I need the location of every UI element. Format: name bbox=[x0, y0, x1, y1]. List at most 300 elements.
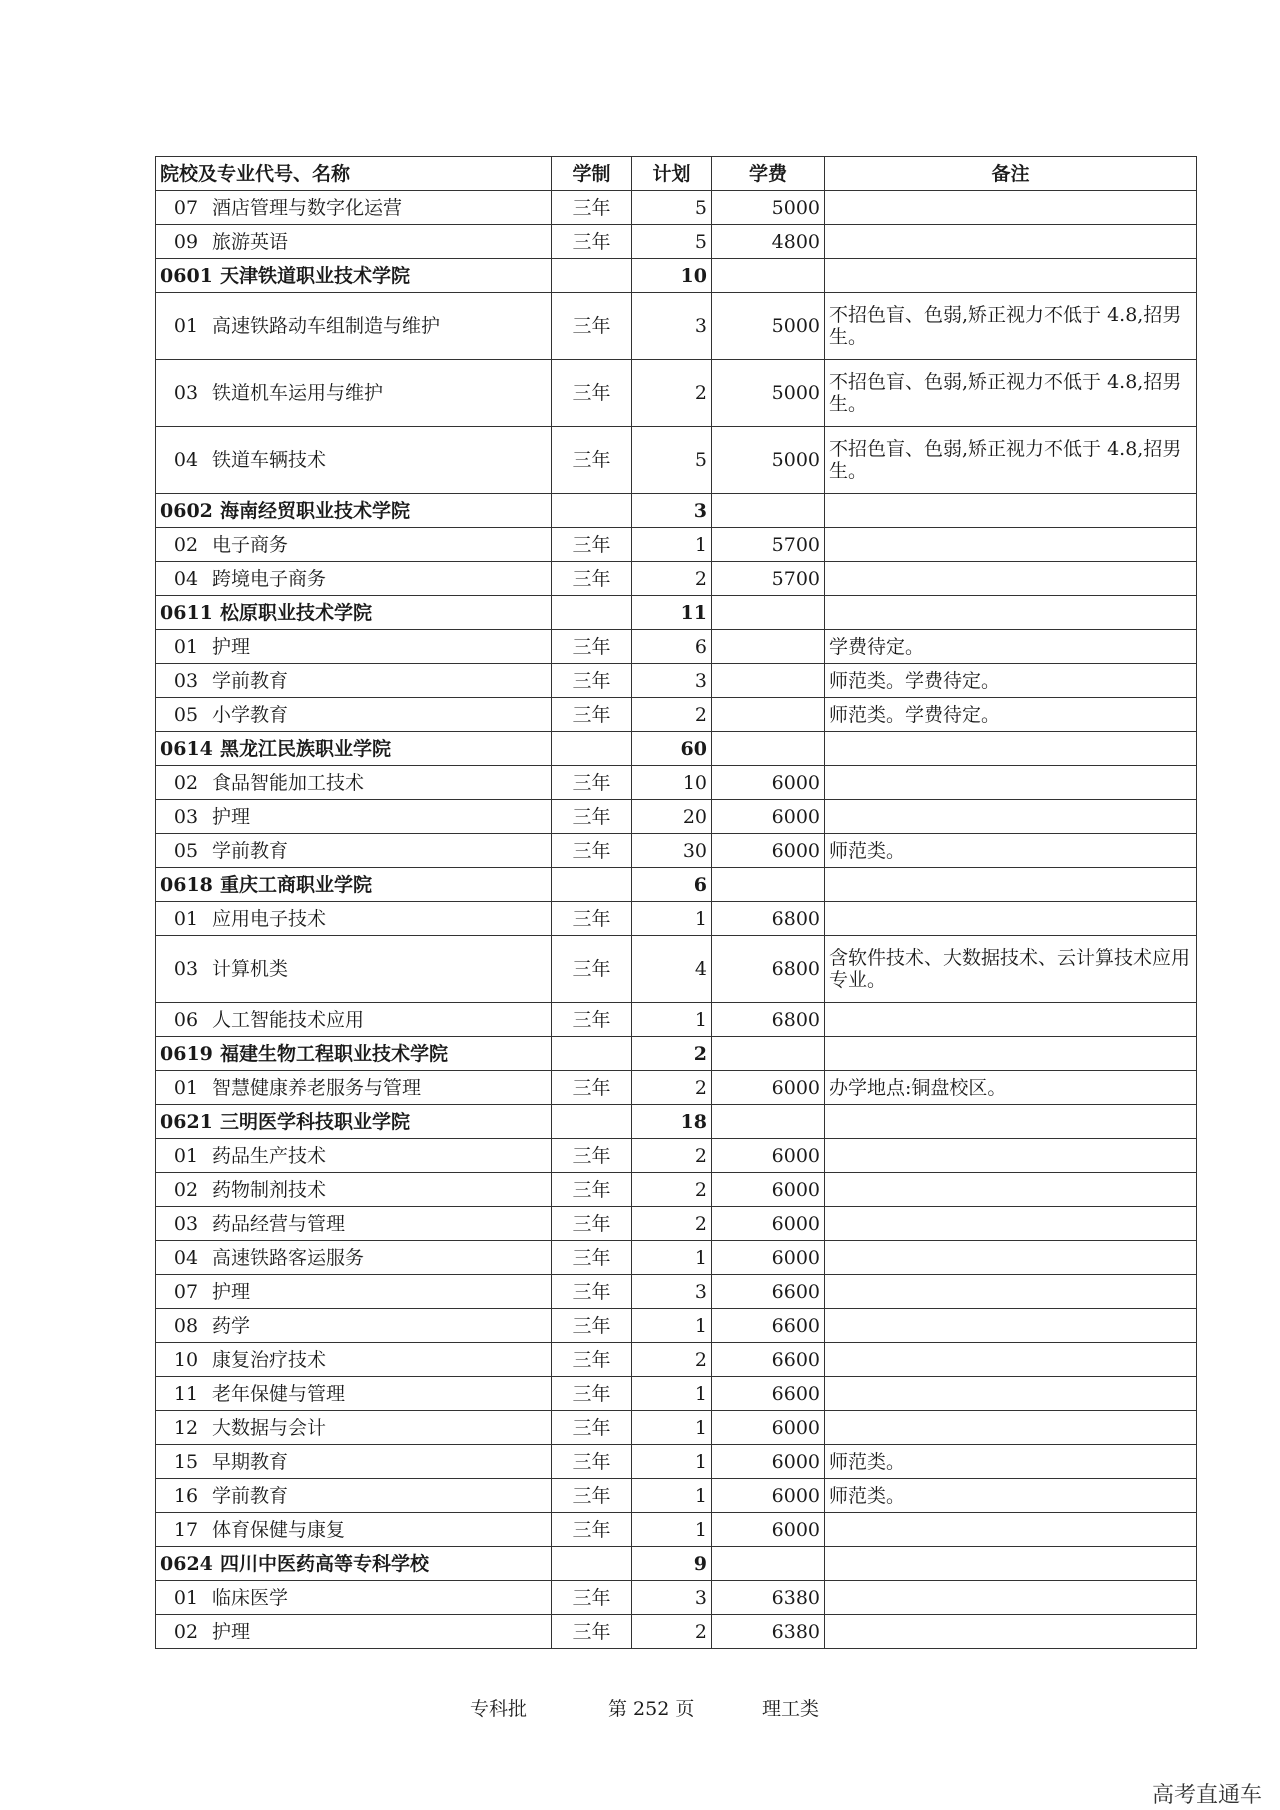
school-plan-total: 10 bbox=[632, 259, 712, 293]
major-name: 护理 bbox=[212, 1280, 251, 1303]
school-cell bbox=[156, 732, 552, 766]
major-plan: 2 bbox=[632, 1207, 712, 1241]
major-cell bbox=[156, 1513, 552, 1547]
major-fee: 6000 bbox=[712, 1139, 825, 1173]
major-length: 三年 bbox=[552, 1411, 632, 1445]
major-name: 药品生产技术 bbox=[212, 1144, 327, 1167]
school-name: 天津铁道职业技术学院 bbox=[220, 264, 411, 287]
major-plan: 1 bbox=[632, 1003, 712, 1037]
major-fee: 6380 bbox=[712, 1581, 825, 1615]
major-code: 03 bbox=[173, 1212, 199, 1235]
major-note: 不招色盲、色弱,矫正视力不低于 4.8,招男生。 bbox=[825, 293, 1197, 360]
major-length: 三年 bbox=[552, 1513, 632, 1547]
major-length: 三年 bbox=[552, 1445, 632, 1479]
major-length: 三年 bbox=[552, 1343, 632, 1377]
major-cell bbox=[156, 1343, 552, 1377]
major-plan: 2 bbox=[632, 1139, 712, 1173]
header-note: 备注 bbox=[825, 157, 1197, 191]
major-name: 应用电子技术 bbox=[212, 907, 327, 930]
major-code: 15 bbox=[173, 1450, 199, 1473]
school-fee-cell bbox=[712, 259, 825, 293]
major-name: 学前教育 bbox=[212, 1484, 289, 1507]
major-name: 临床医学 bbox=[212, 1586, 289, 1609]
major-row bbox=[156, 225, 1197, 259]
major-plan: 4 bbox=[632, 936, 712, 1003]
major-cell bbox=[156, 528, 552, 562]
major-note: 师范类。学费待定。 bbox=[825, 664, 1197, 698]
major-row bbox=[156, 902, 1197, 936]
major-name: 跨境电子商务 bbox=[212, 567, 327, 590]
major-note bbox=[825, 528, 1197, 562]
major-name: 计算机类 bbox=[212, 958, 289, 980]
major-note bbox=[825, 1513, 1197, 1547]
major-code: 01 bbox=[173, 1586, 199, 1609]
school-cell bbox=[156, 259, 552, 293]
major-fee: 5000 bbox=[712, 427, 825, 494]
school-name: 海南经贸职业技术学院 bbox=[220, 499, 411, 522]
major-plan: 20 bbox=[632, 800, 712, 834]
major-note bbox=[825, 1173, 1197, 1207]
major-fee: 5700 bbox=[712, 562, 825, 596]
major-length: 三年 bbox=[552, 1241, 632, 1275]
major-note: 师范类。 bbox=[825, 834, 1197, 868]
major-row bbox=[156, 293, 1197, 360]
major-code: 04 bbox=[173, 449, 199, 471]
major-fee: 6600 bbox=[712, 1309, 825, 1343]
major-plan: 2 bbox=[632, 698, 712, 732]
major-code: 16 bbox=[173, 1484, 199, 1507]
major-plan: 1 bbox=[632, 1445, 712, 1479]
major-row bbox=[156, 936, 1197, 1003]
major-length: 三年 bbox=[552, 1309, 632, 1343]
major-cell bbox=[156, 1377, 552, 1411]
major-name: 康复治疗技术 bbox=[212, 1348, 327, 1371]
major-plan: 10 bbox=[632, 766, 712, 800]
major-length: 三年 bbox=[552, 1581, 632, 1615]
major-length: 三年 bbox=[552, 360, 632, 427]
major-code: 02 bbox=[173, 533, 199, 556]
major-cell bbox=[156, 1173, 552, 1207]
school-name: 福建生物工程职业技术学院 bbox=[220, 1042, 449, 1065]
major-code: 07 bbox=[173, 1280, 199, 1303]
header-plan: 计划 bbox=[632, 157, 712, 191]
school-plan-total: 9 bbox=[632, 1547, 712, 1581]
school-note-cell bbox=[825, 596, 1197, 630]
major-length: 三年 bbox=[552, 664, 632, 698]
major-row bbox=[156, 1071, 1197, 1105]
school-row bbox=[156, 732, 1197, 766]
major-name: 旅游英语 bbox=[212, 230, 289, 253]
major-plan: 3 bbox=[632, 293, 712, 360]
major-length: 三年 bbox=[552, 427, 632, 494]
major-length: 三年 bbox=[552, 630, 632, 664]
school-length-cell bbox=[552, 1105, 632, 1139]
major-code: 01 bbox=[173, 907, 199, 930]
major-cell bbox=[156, 800, 552, 834]
school-plan-total: 3 bbox=[632, 494, 712, 528]
major-name: 食品智能加工技术 bbox=[212, 771, 365, 794]
major-note bbox=[825, 800, 1197, 834]
school-cell bbox=[156, 1105, 552, 1139]
major-row bbox=[156, 427, 1197, 494]
major-note bbox=[825, 1309, 1197, 1343]
major-cell bbox=[156, 1445, 552, 1479]
school-note-cell bbox=[825, 1105, 1197, 1139]
major-cell bbox=[156, 1411, 552, 1445]
major-fee: 6000 bbox=[712, 1479, 825, 1513]
major-code: 05 bbox=[173, 839, 199, 862]
major-plan: 30 bbox=[632, 834, 712, 868]
school-plan-total: 6 bbox=[632, 868, 712, 902]
major-fee: 5000 bbox=[712, 293, 825, 360]
major-cell bbox=[156, 562, 552, 596]
school-plan-total: 11 bbox=[632, 596, 712, 630]
major-note bbox=[825, 1411, 1197, 1445]
major-row bbox=[156, 1445, 1197, 1479]
major-cell bbox=[156, 664, 552, 698]
major-cell bbox=[156, 293, 552, 360]
major-row bbox=[156, 1343, 1197, 1377]
major-fee: 6600 bbox=[712, 1343, 825, 1377]
school-fee-cell bbox=[712, 732, 825, 766]
school-length-cell bbox=[552, 1037, 632, 1071]
major-fee bbox=[712, 630, 825, 664]
major-name: 学前教育 bbox=[212, 669, 289, 692]
major-name: 老年保健与管理 bbox=[212, 1382, 346, 1405]
header-length: 学制 bbox=[552, 157, 632, 191]
major-length: 三年 bbox=[552, 698, 632, 732]
major-code: 17 bbox=[173, 1518, 199, 1541]
school-fee-cell bbox=[712, 1037, 825, 1071]
major-note: 学费待定。 bbox=[825, 630, 1197, 664]
major-plan: 3 bbox=[632, 664, 712, 698]
major-code: 05 bbox=[173, 703, 199, 726]
major-code: 03 bbox=[173, 669, 199, 692]
major-row bbox=[156, 562, 1197, 596]
school-plan-total: 60 bbox=[632, 732, 712, 766]
major-row bbox=[156, 528, 1197, 562]
major-plan: 1 bbox=[632, 1411, 712, 1445]
major-name: 智慧健康养老服务与管理 bbox=[212, 1076, 422, 1099]
school-plan-total: 18 bbox=[632, 1105, 712, 1139]
major-fee: 6800 bbox=[712, 902, 825, 936]
school-code: 0602 bbox=[160, 499, 213, 522]
major-fee: 6000 bbox=[712, 1411, 825, 1445]
major-length: 三年 bbox=[552, 834, 632, 868]
major-row bbox=[156, 191, 1197, 225]
major-cell bbox=[156, 1479, 552, 1513]
major-cell bbox=[156, 360, 552, 427]
major-name: 药学 bbox=[212, 1314, 251, 1337]
major-cell bbox=[156, 630, 552, 664]
major-row bbox=[156, 1139, 1197, 1173]
major-note bbox=[825, 902, 1197, 936]
major-note bbox=[825, 191, 1197, 225]
major-fee: 6000 bbox=[712, 1207, 825, 1241]
major-length: 三年 bbox=[552, 1071, 632, 1105]
major-fee: 6600 bbox=[712, 1275, 825, 1309]
major-plan: 1 bbox=[632, 528, 712, 562]
school-length-cell bbox=[552, 494, 632, 528]
major-plan: 2 bbox=[632, 1173, 712, 1207]
major-fee: 6000 bbox=[712, 1241, 825, 1275]
major-plan: 2 bbox=[632, 1615, 712, 1649]
school-name: 三明医学科技职业学院 bbox=[220, 1110, 411, 1133]
major-cell bbox=[156, 1309, 552, 1343]
major-name: 人工智能技术应用 bbox=[212, 1008, 365, 1031]
school-row bbox=[156, 596, 1197, 630]
major-note: 含软件技术、大数据技术、云计算技术应用专业。 bbox=[825, 936, 1197, 1003]
major-name: 护理 bbox=[212, 1620, 251, 1643]
table-body bbox=[156, 191, 1197, 1649]
major-fee: 5000 bbox=[712, 360, 825, 427]
school-note-cell bbox=[825, 1037, 1197, 1071]
major-length: 三年 bbox=[552, 1003, 632, 1037]
school-code: 0624 bbox=[160, 1552, 213, 1575]
major-length: 三年 bbox=[552, 936, 632, 1003]
major-plan: 3 bbox=[632, 1275, 712, 1309]
major-note: 不招色盲、色弱,矫正视力不低于 4.8,招男生。 bbox=[825, 427, 1197, 494]
major-name: 护理 bbox=[212, 635, 251, 658]
footer-page-number: 第 252 页 bbox=[608, 1698, 695, 1720]
school-code: 0611 bbox=[160, 601, 213, 624]
major-fee: 5700 bbox=[712, 528, 825, 562]
school-note-cell bbox=[825, 868, 1197, 902]
major-name: 早期教育 bbox=[212, 1450, 289, 1473]
major-plan: 1 bbox=[632, 1479, 712, 1513]
major-name: 铁道车辆技术 bbox=[212, 449, 327, 471]
major-plan: 2 bbox=[632, 1343, 712, 1377]
major-row bbox=[156, 1207, 1197, 1241]
major-code: 02 bbox=[173, 1178, 199, 1201]
major-note: 师范类。 bbox=[825, 1445, 1197, 1479]
major-code: 03 bbox=[173, 382, 199, 404]
major-cell bbox=[156, 902, 552, 936]
major-fee bbox=[712, 664, 825, 698]
major-name: 护理 bbox=[212, 805, 251, 828]
school-row bbox=[156, 259, 1197, 293]
major-note bbox=[825, 562, 1197, 596]
major-code: 02 bbox=[173, 771, 199, 794]
major-note bbox=[825, 1615, 1197, 1649]
major-row bbox=[156, 698, 1197, 732]
major-code: 01 bbox=[173, 1076, 199, 1099]
school-code: 0621 bbox=[160, 1110, 213, 1133]
major-name: 电子商务 bbox=[212, 533, 289, 556]
major-cell bbox=[156, 225, 552, 259]
major-note bbox=[825, 1241, 1197, 1275]
school-note-cell bbox=[825, 259, 1197, 293]
school-length-cell bbox=[552, 259, 632, 293]
school-cell bbox=[156, 1547, 552, 1581]
major-cell bbox=[156, 1139, 552, 1173]
major-note bbox=[825, 1343, 1197, 1377]
major-length: 三年 bbox=[552, 1615, 632, 1649]
major-code: 10 bbox=[173, 1348, 199, 1371]
school-code: 0614 bbox=[160, 737, 213, 760]
major-code: 12 bbox=[173, 1416, 199, 1439]
header-fee: 学费 bbox=[712, 157, 825, 191]
major-length: 三年 bbox=[552, 800, 632, 834]
school-length-cell bbox=[552, 596, 632, 630]
major-cell bbox=[156, 191, 552, 225]
major-row bbox=[156, 630, 1197, 664]
major-plan: 2 bbox=[632, 1071, 712, 1105]
major-plan: 5 bbox=[632, 427, 712, 494]
school-row bbox=[156, 868, 1197, 902]
major-name: 酒店管理与数字化运营 bbox=[212, 196, 403, 219]
school-row bbox=[156, 1105, 1197, 1139]
major-fee: 6000 bbox=[712, 766, 825, 800]
school-code: 0618 bbox=[160, 873, 213, 896]
major-row bbox=[156, 1003, 1197, 1037]
school-name: 松原职业技术学院 bbox=[220, 601, 373, 624]
major-note bbox=[825, 225, 1197, 259]
watermark-logo-text: 高考直通车 bbox=[1151, 1783, 1262, 1808]
major-code: 03 bbox=[173, 958, 199, 980]
major-fee: 6000 bbox=[712, 1513, 825, 1547]
major-plan: 2 bbox=[632, 562, 712, 596]
major-name: 铁道机车运用与维护 bbox=[212, 382, 384, 404]
major-row bbox=[156, 1241, 1197, 1275]
major-name: 大数据与会计 bbox=[212, 1416, 327, 1439]
major-code: 01 bbox=[173, 1144, 199, 1167]
major-plan: 1 bbox=[632, 1241, 712, 1275]
major-note bbox=[825, 1275, 1197, 1309]
major-note bbox=[825, 1139, 1197, 1173]
school-name: 重庆工商职业学院 bbox=[220, 873, 373, 896]
major-plan: 2 bbox=[632, 360, 712, 427]
major-plan: 1 bbox=[632, 902, 712, 936]
major-cell bbox=[156, 698, 552, 732]
admission-plan-table bbox=[155, 156, 1197, 1649]
major-row bbox=[156, 1411, 1197, 1445]
major-fee: 6600 bbox=[712, 1377, 825, 1411]
major-row bbox=[156, 1479, 1197, 1513]
major-length: 三年 bbox=[552, 1275, 632, 1309]
major-fee: 6800 bbox=[712, 936, 825, 1003]
major-note: 师范类。 bbox=[825, 1479, 1197, 1513]
major-note: 师范类。学费待定。 bbox=[825, 698, 1197, 732]
major-fee: 6800 bbox=[712, 1003, 825, 1037]
major-name: 体育保健与康复 bbox=[212, 1518, 346, 1541]
school-fee-cell bbox=[712, 1547, 825, 1581]
major-row bbox=[156, 1615, 1197, 1649]
school-note-cell bbox=[825, 1547, 1197, 1581]
school-cell bbox=[156, 596, 552, 630]
major-length: 三年 bbox=[552, 1207, 632, 1241]
major-code: 06 bbox=[173, 1008, 199, 1031]
major-plan: 1 bbox=[632, 1309, 712, 1343]
major-note bbox=[825, 1207, 1197, 1241]
school-fee-cell bbox=[712, 596, 825, 630]
major-cell bbox=[156, 834, 552, 868]
major-code: 02 bbox=[173, 1620, 199, 1643]
major-plan: 6 bbox=[632, 630, 712, 664]
school-code: 0619 bbox=[160, 1042, 213, 1065]
school-row bbox=[156, 1037, 1197, 1071]
school-code: 0601 bbox=[160, 264, 213, 287]
major-length: 三年 bbox=[552, 225, 632, 259]
major-row bbox=[156, 1581, 1197, 1615]
major-name: 药品经营与管理 bbox=[212, 1212, 346, 1235]
major-note: 不招色盲、色弱,矫正视力不低于 4.8,招男生。 bbox=[825, 360, 1197, 427]
school-name: 四川中医药高等专科学校 bbox=[220, 1552, 430, 1575]
school-name: 黑龙江民族职业学院 bbox=[220, 737, 392, 760]
major-length: 三年 bbox=[552, 293, 632, 360]
major-code: 08 bbox=[173, 1314, 199, 1337]
major-cell bbox=[156, 1003, 552, 1037]
major-cell bbox=[156, 1615, 552, 1649]
major-plan: 5 bbox=[632, 191, 712, 225]
major-plan: 5 bbox=[632, 225, 712, 259]
major-cell bbox=[156, 1241, 552, 1275]
footer-batch: 专科批 bbox=[470, 1698, 528, 1720]
major-name: 小学教育 bbox=[212, 703, 289, 726]
major-cell bbox=[156, 427, 552, 494]
major-row bbox=[156, 664, 1197, 698]
school-cell bbox=[156, 1037, 552, 1071]
major-code: 07 bbox=[173, 196, 199, 219]
school-plan-total: 2 bbox=[632, 1037, 712, 1071]
major-note bbox=[825, 1003, 1197, 1037]
school-cell bbox=[156, 868, 552, 902]
school-fee-cell bbox=[712, 494, 825, 528]
major-name: 学前教育 bbox=[212, 839, 289, 862]
major-code: 01 bbox=[173, 635, 199, 658]
major-code: 01 bbox=[173, 315, 199, 337]
major-length: 三年 bbox=[552, 1173, 632, 1207]
school-length-cell bbox=[552, 732, 632, 766]
school-row bbox=[156, 1547, 1197, 1581]
school-note-cell bbox=[825, 732, 1197, 766]
major-row bbox=[156, 1275, 1197, 1309]
major-cell bbox=[156, 766, 552, 800]
header-name: 院校及专业代号、名称 bbox=[156, 157, 552, 191]
school-cell bbox=[156, 494, 552, 528]
major-cell bbox=[156, 936, 552, 1003]
major-plan: 1 bbox=[632, 1377, 712, 1411]
major-cell bbox=[156, 1207, 552, 1241]
school-note-cell bbox=[825, 494, 1197, 528]
major-plan: 3 bbox=[632, 1581, 712, 1615]
major-name: 药物制剂技术 bbox=[212, 1178, 327, 1201]
major-cell bbox=[156, 1071, 552, 1105]
major-code: 03 bbox=[173, 805, 199, 828]
major-fee: 6000 bbox=[712, 834, 825, 868]
table-header-row bbox=[156, 157, 1197, 191]
major-length: 三年 bbox=[552, 191, 632, 225]
major-row bbox=[156, 360, 1197, 427]
major-name: 高速铁路客运服务 bbox=[212, 1246, 365, 1269]
major-note bbox=[825, 766, 1197, 800]
major-row bbox=[156, 1173, 1197, 1207]
major-row bbox=[156, 1309, 1197, 1343]
school-fee-cell bbox=[712, 868, 825, 902]
major-code: 11 bbox=[173, 1382, 199, 1405]
major-cell bbox=[156, 1581, 552, 1615]
major-fee: 6000 bbox=[712, 1173, 825, 1207]
major-length: 三年 bbox=[552, 1139, 632, 1173]
school-row bbox=[156, 494, 1197, 528]
major-note bbox=[825, 1581, 1197, 1615]
school-length-cell bbox=[552, 868, 632, 902]
school-length-cell bbox=[552, 1547, 632, 1581]
major-length: 三年 bbox=[552, 528, 632, 562]
major-fee bbox=[712, 698, 825, 732]
major-length: 三年 bbox=[552, 1479, 632, 1513]
major-fee: 6000 bbox=[712, 800, 825, 834]
